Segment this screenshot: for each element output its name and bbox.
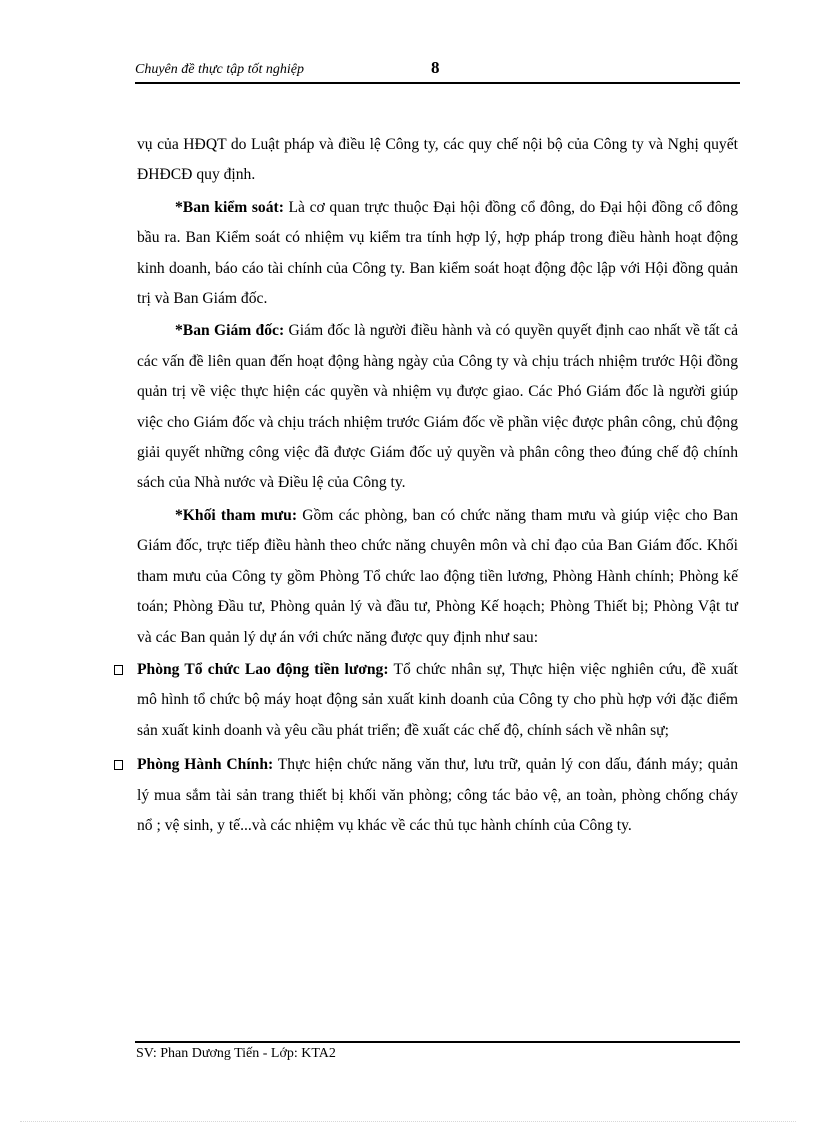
list-item-text: Tổ chức nhân sự, Thực hiện việc nghiên cứu, đề xuất mô hình tổ chức bộ máy hoạt động sản xuất kinh doanh của Công ty cho phù hợp với đặc điểm sản xuất kinh doanh và yêu cầu phát triển; đề xuất các chế độ, chính sách về nhân sự; (137, 660, 738, 739)
paragraph-text: Giám đốc là người điều hành và có quyền quyết định cao nhất về tất cả các vấn đề liên quan đến hoạt động hàng ngày của Công ty và chịu trách nhiệm trước Hội đồng quản trị về việc thực hiện các quyền và nhiệm vụ được giao. Các Phó Giám đốc là người giúp việc cho Giám đốc và chịu trách nhiệm trước Giám đốc về phần việc được phân công, chủ động giải quyết những công việc đã được Giám đốc uỷ quyền và phân công theo đúng chế độ chính sách của Nhà nước và Điều lệ của Công ty. (137, 322, 738, 492)
paragraph-label: *Khối tham mưu: (175, 506, 298, 524)
document-body (137, 130, 738, 845)
list-item (137, 655, 738, 746)
paragraph-ban-giam-doc (137, 316, 738, 498)
page-header (135, 58, 740, 84)
header-divider (135, 82, 740, 84)
paragraph-khoi-tham-muu (137, 501, 738, 653)
paragraph-label: *Ban kiểm soát: (175, 198, 284, 216)
paragraph-text: Là cơ quan trực thuộc Đại hội đồng cổ đông, do Đại hội đồng cổ đông bầu ra. Ban Kiểm soát có nhiệm vụ kiểm tra tính hợp lý, hợp pháp trong điều hành hoạt động kinh doanh, báo cáo tài chính của Công ty. Ban kiểm soát hoạt động độc lập với Hội đồng quản trị và Ban Giám đốc. (137, 198, 738, 308)
footer-divider (135, 1041, 740, 1043)
paragraph-label: *Ban Giám đốc: (175, 322, 285, 340)
list-item-label: Phòng Hành Chính: (137, 756, 274, 774)
paragraph-text: Gồm các phòng, ban có chức năng tham mưu và giúp việc cho Ban Giám đốc, trực tiếp điều hành theo chức năng chuyên môn và chỉ đạo của Ban Giám đốc. Khối tham mưu của Công ty gồm Phòng Tổ chức lao động tiền lương, Phòng Hành chính; Phòng kế toán; Phòng Đầu tư, Phòng quản lý và đầu tư, Phòng Kế hoạch; Phòng Thiết bị; Phòng Vật tư và các Ban quản lý dự án với chức năng được quy định như sau: (137, 506, 739, 646)
checkbox-bullet-icon (114, 760, 123, 770)
list-item (137, 750, 738, 841)
paragraph-text: vụ của HĐQT do Luật pháp và điều lệ Công ty, các quy chế nội bộ của Công ty và Nghị quyết ĐHĐCĐ quy định. (137, 136, 738, 184)
checkbox-bullet-icon (114, 665, 123, 675)
header-title: Chuyên đề thực tập tốt nghiệp (135, 62, 304, 77)
list-item-text: Thực hiện chức năng văn thư, lưu trữ, quản lý con dấu, đánh máy; quản lý mua sắm tài sản trang thiết bị khối văn phòng; công tác bảo vệ, an toàn, phòng chống cháy nổ ; vệ sinh, y tế...và các nhiệm vụ khác về các thủ tục hành chính của Công ty. (137, 756, 739, 834)
page-number: 8 (431, 58, 440, 77)
paragraph-ban-kiem-soat (137, 193, 738, 315)
list-item-label: Phòng Tổ chức Lao động tiền lương: (137, 660, 389, 678)
paragraph-continuation (137, 130, 738, 191)
page-footer: SV: Phan Dương Tiến - Lớp: KTA2 (136, 1046, 336, 1061)
page-edge-divider (20, 1121, 796, 1122)
